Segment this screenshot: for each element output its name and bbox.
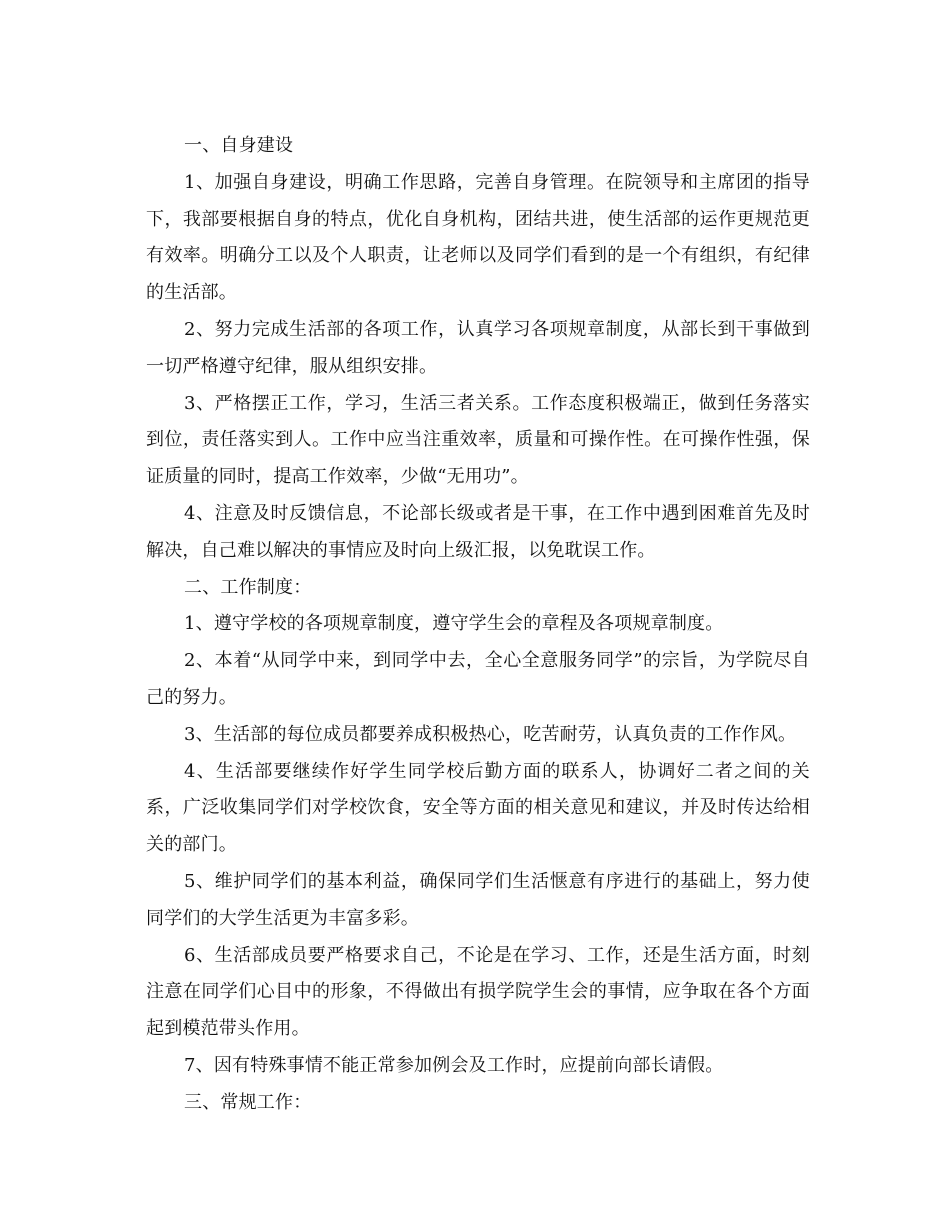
paragraph-work-rules-2: 2、本着“从同学中来，到同学中去，全心全意服务同学”的宗旨，为学院尽自己的努力。 xyxy=(146,650,810,708)
paragraph-work-rules-4: 4、生活部要继续作好学生同学校后勤方面的联系人，协调好二者之间的关系，广泛收集同学们对学校饮食，安全等方面的相关意见和建议，并及时传达给相关的部门。 xyxy=(146,760,810,856)
paragraph-self-building-3: 3、严格摆正工作，学习，生活三者关系。工作态度积极端正，做到任务落实到位，责任落实到人。工作中应当注重效率，质量和可操作性。在可操作性强，保证质量的同时，提高工作效率，少做“无用功”。 xyxy=(146,392,810,488)
paragraph-work-rules-1: 1、遵守学校的各项规章制度，遵守学生会的章程及各项规章制度。 xyxy=(184,613,724,635)
paragraph-work-rules-5: 5、维护同学们的基本利益，确保同学们生活惬意有序进行的基础上，努力使同学们的大学生活更为丰富多彩。 xyxy=(146,870,810,929)
section-heading-work-rules: 二、工作制度： xyxy=(184,576,312,598)
paragraph-work-rules-6: 6、生活部成员要严格要求自己，不论是在学习、工作，还是生活方面，时刻注意在同学们心目中的形象，不得做出有损学院学生会的事情，应争取在各个方面起到模范带头作用。 xyxy=(146,944,810,1040)
paragraph-self-building-1: 1、加强自身建设，明确工作思路，完善自身管理。在院领导和主席团的指导下，我部要根据自身的特点，优化自身机构，团结共进，使生活部的运作更规范更有效率。明确分工以及个人职责，让老师以及同学们看到的是一个有组织，有纪律的生活部。 xyxy=(146,171,810,304)
section-heading-routine-work: 三、常规工作： xyxy=(184,1091,312,1113)
section-heading-self-building: 一、自身建设 xyxy=(184,135,294,156)
document-body xyxy=(146,128,810,1122)
paragraph-self-building-4: 4、注意及时反馈信息，不论部长级或者是干事，在工作中遇到困难首先及时解决，自己难以解决的事情应及时向上级汇报，以免耽误工作。 xyxy=(146,502,810,561)
paragraph-work-rules-3: 3、生活部的每位成员都要养成积极热心，吃苦耐劳，认真负责的工作作风。 xyxy=(184,723,797,745)
paragraph-self-building-2: 2、努力完成生活部的各项工作，认真学习各项规章制度，从部长到干事做到一切严格遵守纪律，服从组织安排。 xyxy=(146,318,810,377)
paragraph-work-rules-7: 7、因有特殊事情不能正常参加例会及工作时，应提前向部长请假。 xyxy=(184,1054,724,1076)
